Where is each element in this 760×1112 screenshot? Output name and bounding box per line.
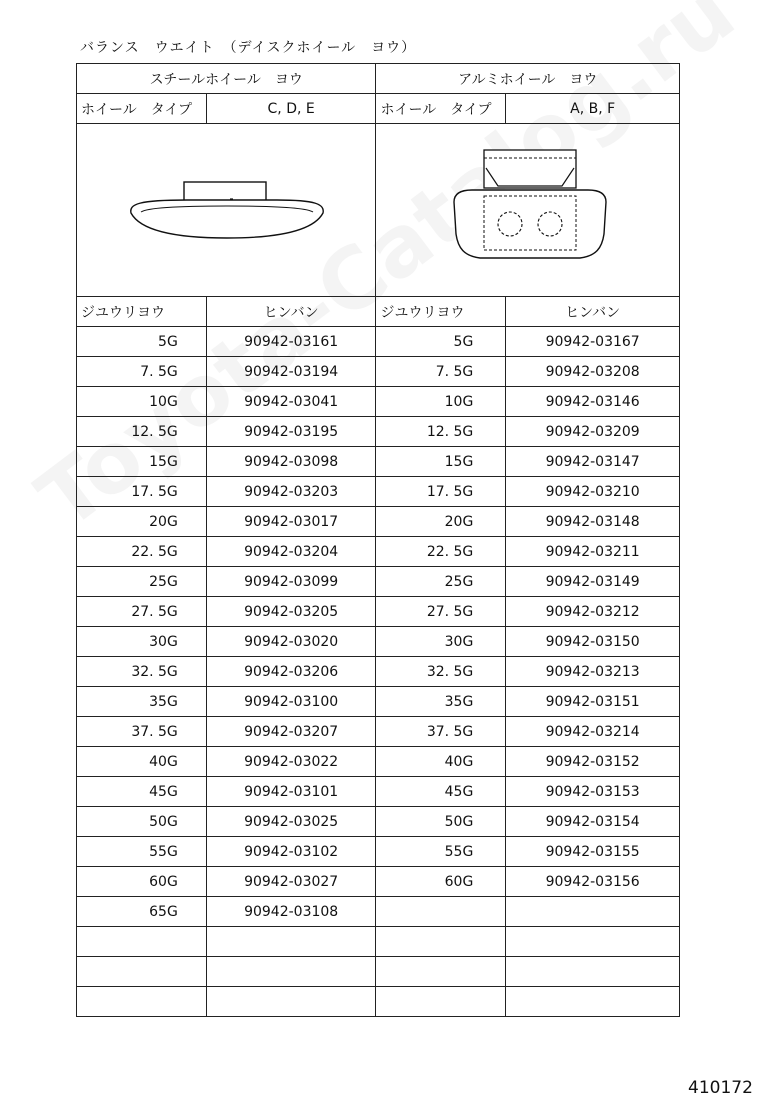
- alu-weight-cell: 32. 5G: [376, 657, 506, 687]
- alu-part-number-cell: 90942-03208: [506, 357, 680, 387]
- alu-weight-cell: 35G: [376, 687, 506, 717]
- alu-weight-cell: 12. 5G: [376, 417, 506, 447]
- alu-col-weight: ジユウリヨウ: [376, 297, 506, 327]
- steel-weight-cell: 20G: [77, 507, 207, 537]
- steel-part-number-cell: 90942-03206: [206, 657, 376, 687]
- table-row: [77, 657, 680, 687]
- table-row: [77, 987, 680, 1017]
- alu-weight-cell: 50G: [376, 807, 506, 837]
- alu-weight-cell: 7. 5G: [376, 357, 506, 387]
- table-row: [77, 777, 680, 807]
- steel-weight-cell: 27. 5G: [77, 597, 207, 627]
- alu-weight-cell: [376, 987, 506, 1017]
- steel-weight-cell: 17. 5G: [77, 477, 207, 507]
- steel-col-part: ヒンバン: [206, 297, 376, 327]
- steel-part-number-cell: [206, 957, 376, 987]
- wheel-type-row: [77, 94, 680, 124]
- alu-part-number-cell: 90942-03148: [506, 507, 680, 537]
- steel-weight-cell: 32. 5G: [77, 657, 207, 687]
- alu-part-number-cell: 90942-03155: [506, 837, 680, 867]
- alu-part-number-cell: 90942-03152: [506, 747, 680, 777]
- steel-weight-cell: 45G: [77, 777, 207, 807]
- table-row: [77, 747, 680, 777]
- steel-part-number-cell: 90942-03161: [206, 327, 376, 357]
- alu-part-number-cell: 90942-03210: [506, 477, 680, 507]
- steel-weight-illustration: [77, 124, 376, 297]
- table-row: [77, 897, 680, 927]
- steel-weight-cell: 12. 5G: [77, 417, 207, 447]
- steel-weight-cell: 25G: [77, 567, 207, 597]
- table-row: [77, 867, 680, 897]
- steel-part-number-cell: [206, 927, 376, 957]
- alu-weight-cell: 22. 5G: [376, 537, 506, 567]
- alu-weight-cell: 60G: [376, 867, 506, 897]
- steel-weight-cell: 22. 5G: [77, 537, 207, 567]
- steel-weight-cell: 40G: [77, 747, 207, 777]
- steel-part-number-cell: 90942-03203: [206, 477, 376, 507]
- table-row: [77, 387, 680, 417]
- steel-part-number-cell: 90942-03195: [206, 417, 376, 447]
- alu-part-number-cell: 90942-03211: [506, 537, 680, 567]
- steel-weight-cell: 65G: [77, 897, 207, 927]
- steel-weight-cell: [77, 957, 207, 987]
- steel-clip-weight-icon: [77, 124, 377, 296]
- steel-weight-cell: 37. 5G: [77, 717, 207, 747]
- balance-weight-table: [76, 63, 680, 1017]
- alu-weight-cell: 55G: [376, 837, 506, 867]
- alu-part-number-cell: 90942-03151: [506, 687, 680, 717]
- table-row: [77, 507, 680, 537]
- table-row: [77, 837, 680, 867]
- table-row: [77, 807, 680, 837]
- table-row: [77, 477, 680, 507]
- steel-type-value: C, D, E: [206, 94, 376, 124]
- table-row: [77, 357, 680, 387]
- alu-wheel-header: アルミホイール ヨウ: [376, 64, 680, 94]
- alu-weight-cell: [376, 957, 506, 987]
- table-row: [77, 957, 680, 987]
- steel-part-number-cell: 90942-03204: [206, 537, 376, 567]
- alu-type-label: ホイール タイプ: [376, 94, 506, 124]
- steel-weight-cell: [77, 987, 207, 1017]
- alu-weight-cell: [376, 927, 506, 957]
- table-row: [77, 327, 680, 357]
- alu-part-number-cell: 90942-03154: [506, 807, 680, 837]
- alu-col-part: ヒンバン: [506, 297, 680, 327]
- alu-part-number-cell: 90942-03156: [506, 867, 680, 897]
- alu-weight-illustration: [376, 124, 680, 297]
- table-row: [77, 417, 680, 447]
- steel-weight-cell: [77, 927, 207, 957]
- steel-part-number-cell: 90942-03098: [206, 447, 376, 477]
- steel-weight-cell: 7. 5G: [77, 357, 207, 387]
- steel-part-number-cell: 90942-03194: [206, 357, 376, 387]
- steel-part-number-cell: 90942-03108: [206, 897, 376, 927]
- alu-part-number-cell: 90942-03150: [506, 627, 680, 657]
- alu-weight-cell: 37. 5G: [376, 717, 506, 747]
- table-row: [77, 537, 680, 567]
- steel-part-number-cell: [206, 987, 376, 1017]
- steel-weight-cell: 15G: [77, 447, 207, 477]
- steel-weight-cell: 60G: [77, 867, 207, 897]
- steel-weight-cell: 50G: [77, 807, 207, 837]
- alu-part-number-cell: [506, 987, 680, 1017]
- illustration-row: [77, 124, 680, 297]
- steel-part-number-cell: 90942-03205: [206, 597, 376, 627]
- steel-weight-cell: 30G: [77, 627, 207, 657]
- alu-part-number-cell: [506, 927, 680, 957]
- table-row: [77, 627, 680, 657]
- steel-part-number-cell: 90942-03020: [206, 627, 376, 657]
- alu-weight-cell: 30G: [376, 627, 506, 657]
- steel-part-number-cell: 90942-03025: [206, 807, 376, 837]
- alu-weight-cell: [376, 897, 506, 927]
- table-row: [77, 927, 680, 957]
- steel-part-number-cell: 90942-03041: [206, 387, 376, 417]
- section-header-row: [77, 64, 680, 94]
- table-row: [77, 567, 680, 597]
- steel-part-number-cell: 90942-03022: [206, 747, 376, 777]
- alu-part-number-cell: 90942-03209: [506, 417, 680, 447]
- alu-part-number-cell: [506, 957, 680, 987]
- steel-part-number-cell: 90942-03027: [206, 867, 376, 897]
- steel-part-number-cell: 90942-03101: [206, 777, 376, 807]
- alu-weight-cell: 45G: [376, 777, 506, 807]
- table-row: [77, 597, 680, 627]
- alu-weight-cell: 20G: [376, 507, 506, 537]
- alu-part-number-cell: 90942-03149: [506, 567, 680, 597]
- alu-weight-cell: 15G: [376, 447, 506, 477]
- steel-part-number-cell: 90942-03102: [206, 837, 376, 867]
- steel-weight-cell: 35G: [77, 687, 207, 717]
- alu-weight-cell: 25G: [376, 567, 506, 597]
- steel-part-number-cell: 90942-03100: [206, 687, 376, 717]
- alu-weight-cell: 10G: [376, 387, 506, 417]
- table-row: [77, 447, 680, 477]
- alu-part-number-cell: [506, 897, 680, 927]
- alu-part-number-cell: 90942-03167: [506, 327, 680, 357]
- alu-adhesive-weight-icon: [376, 124, 680, 296]
- alu-part-number-cell: 90942-03214: [506, 717, 680, 747]
- document-id: 410172: [688, 1078, 753, 1098]
- alu-weight-cell: 27. 5G: [376, 597, 506, 627]
- alu-weight-cell: 17. 5G: [376, 477, 506, 507]
- alu-weight-cell: 5G: [376, 327, 506, 357]
- alu-part-number-cell: 90942-03213: [506, 657, 680, 687]
- table-row: [77, 717, 680, 747]
- column-header-row: [77, 297, 680, 327]
- steel-col-weight: ジユウリヨウ: [77, 297, 207, 327]
- steel-weight-cell: 10G: [77, 387, 207, 417]
- steel-weight-cell: 55G: [77, 837, 207, 867]
- steel-type-label: ホイール タイプ: [77, 94, 207, 124]
- alu-type-value: A, B, F: [506, 94, 680, 124]
- steel-wheel-header: スチールホイール ヨウ: [77, 64, 376, 94]
- steel-part-number-cell: 90942-03207: [206, 717, 376, 747]
- alu-part-number-cell: 90942-03147: [506, 447, 680, 477]
- steel-part-number-cell: 90942-03017: [206, 507, 376, 537]
- steel-weight-cell: 5G: [77, 327, 207, 357]
- alu-part-number-cell: 90942-03153: [506, 777, 680, 807]
- alu-part-number-cell: 90942-03146: [506, 387, 680, 417]
- alu-weight-cell: 40G: [376, 747, 506, 777]
- steel-part-number-cell: 90942-03099: [206, 567, 376, 597]
- alu-part-number-cell: 90942-03212: [506, 597, 680, 627]
- page-title: バランス ウエイト （デイスクホイール ヨウ）: [80, 40, 417, 56]
- table-row: [77, 687, 680, 717]
